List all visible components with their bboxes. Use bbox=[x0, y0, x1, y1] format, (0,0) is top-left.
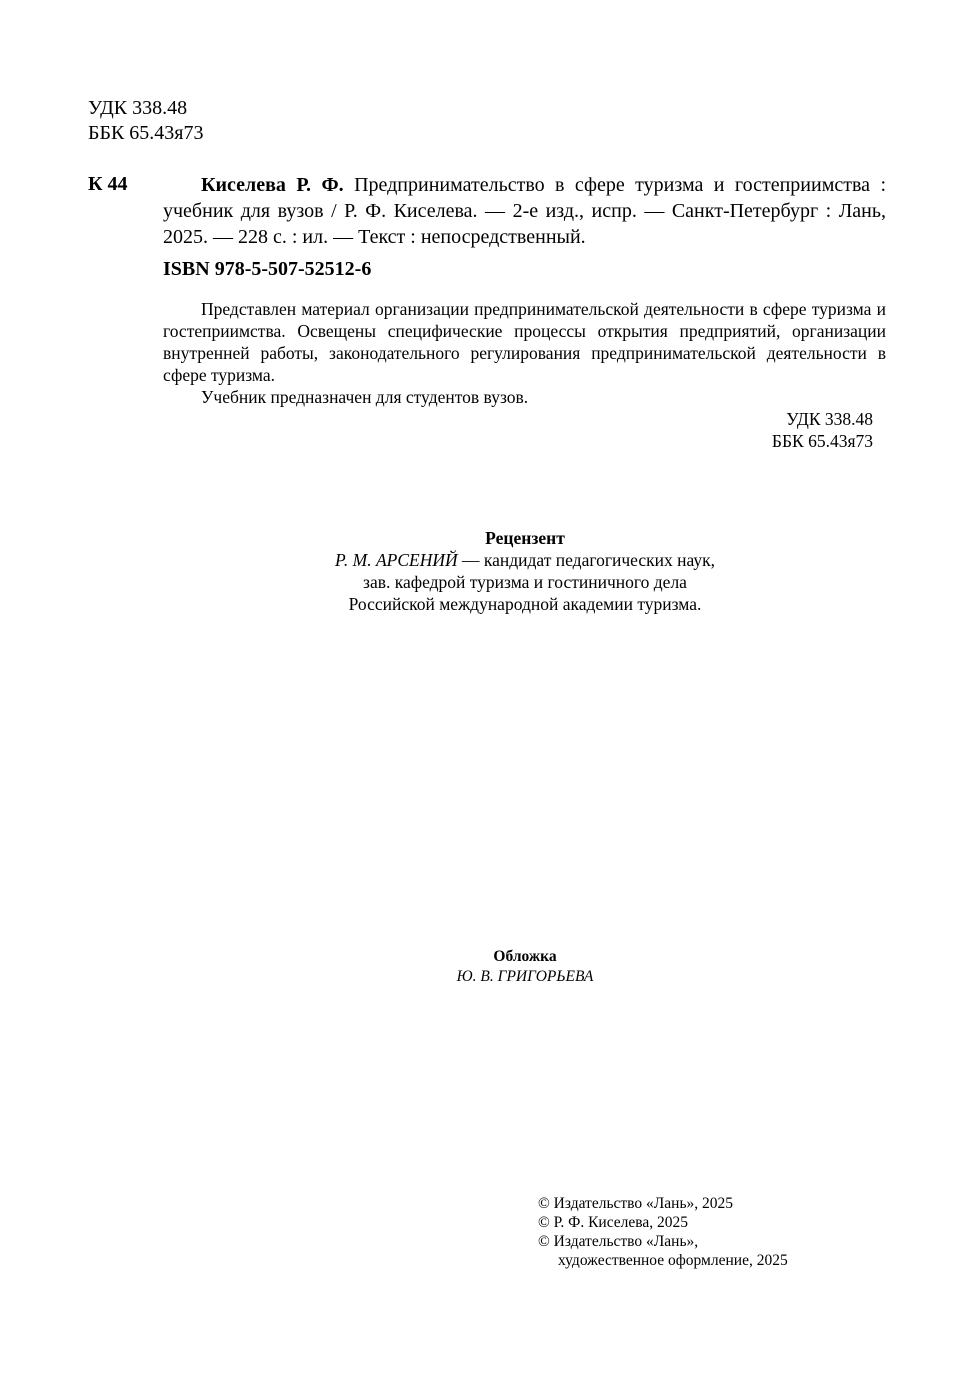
isbn: ISBN 978-5-507-52512-6 bbox=[163, 258, 372, 280]
reviewer-title: — кандидат педагогических наук, bbox=[457, 550, 716, 570]
copyright-line: художественное оформление, 2025 bbox=[558, 1252, 788, 1269]
abstract-paragraph: Представлен материал организации предпринимательской деятельности в сфере туризма и гостеприимства. Освещены специфические процессы открытия предприятий, организации внутренней работы, законодательного регулирования предпринимательской деятельности в сфере туризма. bbox=[163, 299, 886, 385]
copyright-line: © Издательство «Лань», bbox=[538, 1233, 699, 1250]
udk-code: УДК 338.48 bbox=[786, 409, 873, 429]
header-classification-codes bbox=[88, 96, 204, 146]
reviewer-line bbox=[0, 549, 976, 571]
footer-classification-codes bbox=[772, 408, 873, 452]
author-sign: К 44 bbox=[88, 173, 128, 195]
bbk-code: ББК 65.43я73 bbox=[771, 431, 873, 451]
udk-code: УДК 338.48 bbox=[88, 97, 188, 119]
bibliographic-description bbox=[163, 172, 886, 250]
copyright-line: © Р. Ф. Киселева, 2025 bbox=[538, 1214, 689, 1231]
author-name: Киселева Р. Ф. bbox=[201, 174, 344, 196]
abstract-paragraph: Учебник предназначен для студентов вузов. bbox=[201, 387, 529, 407]
copyright-line: © Издательство «Лань», 2025 bbox=[538, 1195, 734, 1212]
reviewer-organization: Российской международной академии туризма. bbox=[348, 594, 702, 614]
cover-credit bbox=[0, 947, 976, 987]
copyright-block bbox=[538, 1194, 788, 1270]
reviewer-heading: Рецензент bbox=[485, 528, 565, 548]
reviewer-block bbox=[0, 527, 976, 615]
cover-designer-name: Ю. В. ГРИГОРЬЕВА bbox=[456, 968, 594, 985]
description-text: Предпринимательство в сфере туризма и гостеприимства : учебник для вузов / Р. Ф. Киселева. — 2-е изд., испр. — Санкт-Петербург : Лань, 2025. — 228 с. : ил. — Текст : непосредственный. bbox=[163, 174, 887, 248]
bbk-code: ББК 65.43я73 bbox=[88, 122, 204, 144]
reviewer-name: Р. М. АРСЕНИЙ bbox=[334, 550, 458, 570]
abstract bbox=[163, 298, 886, 408]
reviewer-position: зав. кафедрой туризма и гостиничного дела bbox=[363, 572, 687, 592]
cover-heading: Обложка bbox=[493, 948, 557, 965]
